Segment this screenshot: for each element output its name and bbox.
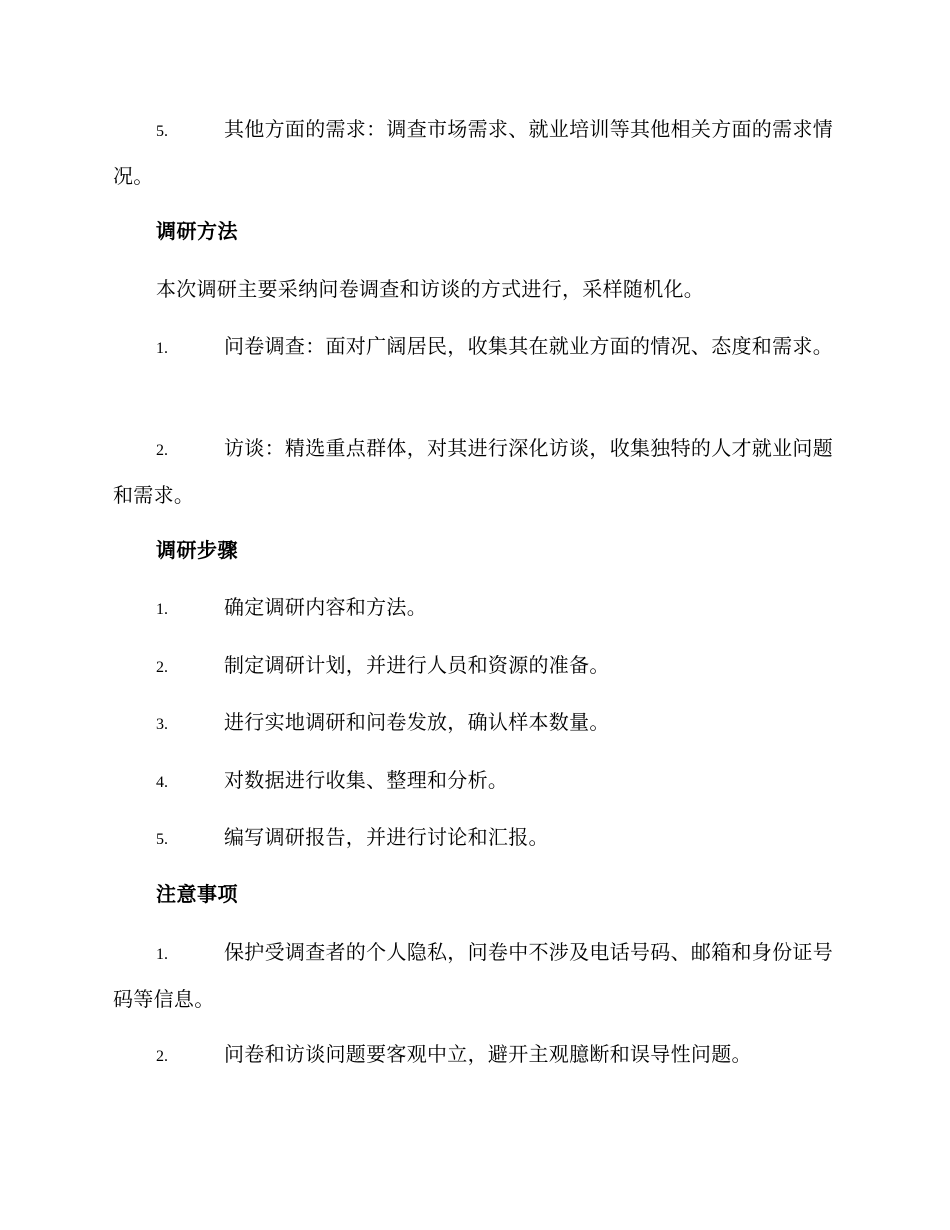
list-text: 制定调研计划，并进行人员和资源的准备。 <box>224 653 610 677</box>
section-heading: 注意事项 <box>156 882 238 906</box>
list-number: 1. <box>156 601 168 618</box>
list-item <box>113 324 833 371</box>
list-text: 对数据进行收集、整理和分析。 <box>224 768 509 792</box>
list-text: 问卷和访谈问题要客观中立，避开主观臆断和误导性问题。 <box>224 1042 752 1066</box>
list-text: 问卷调查：面对广阔居民，收集其在就业方面的情况、态度和需求。 <box>224 334 833 358</box>
list-text: 保护受调查者的个人隐私，问卷中不涉及电话号码、邮箱和身份证号码等信息。 <box>113 940 833 1011</box>
list-number: 3. <box>156 716 168 733</box>
section-heading: 调研方法 <box>156 219 238 243</box>
list-item <box>113 815 833 862</box>
list-number: 2. <box>156 1048 168 1065</box>
list-number: 4. <box>156 774 168 791</box>
list-item <box>113 426 833 518</box>
list-text: 访谈：精选重点群体，对其进行深化访谈，收集独特的人才就业问题和需求。 <box>113 436 833 507</box>
list-number: 1. <box>156 340 168 357</box>
list-item <box>113 585 833 632</box>
list-text: 其他方面的需求：调查市场需求、就业培训等其他相关方面的需求情况。 <box>113 117 833 188</box>
list-text: 确定调研内容和方法。 <box>224 595 427 619</box>
section-heading: 调研步骤 <box>156 538 238 562</box>
list-text: 进行实地调研和问卷发放，确认样本数量。 <box>224 710 610 734</box>
list-item <box>113 930 833 1022</box>
list-item <box>113 643 833 690</box>
list-number: 5. <box>156 123 168 140</box>
list-number: 5. <box>156 831 168 848</box>
list-item <box>113 107 833 199</box>
list-item <box>113 700 833 747</box>
list-text: 编写调研报告，并进行讨论和汇报。 <box>224 825 549 849</box>
list-number: 1. <box>156 946 168 963</box>
list-number: 2. <box>156 442 168 459</box>
list-number: 2. <box>156 659 168 676</box>
list-item <box>113 758 833 805</box>
list-item <box>113 1032 833 1079</box>
paragraph: 本次调研主要采纳问卷调查和访谈的方式进行，采样随机化。 <box>156 277 705 301</box>
